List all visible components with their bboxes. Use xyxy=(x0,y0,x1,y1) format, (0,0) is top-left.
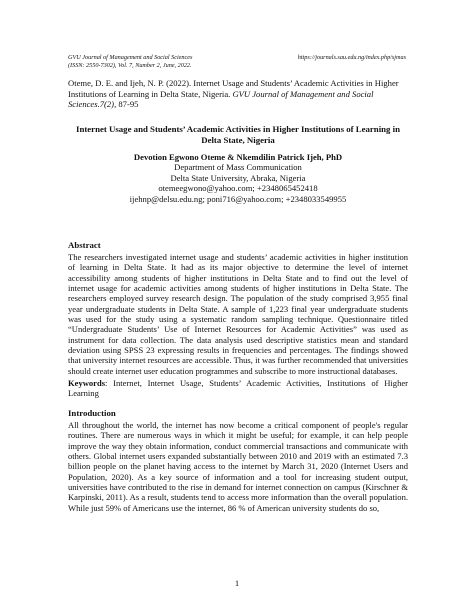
abstract-heading: Abstract xyxy=(68,240,101,250)
citation-main: Oteme, D. E. and Ijeh, N. P. (2022). Internet Usage and Students’ Academic Activities in Higher Institutions of Learning in Delta State, Nigeria. xyxy=(68,78,399,99)
journal-info xyxy=(68,54,192,70)
journal-name: GVU Journal of Management and Social Sciences xyxy=(68,54,193,61)
citation-pages: , 87-95 xyxy=(114,99,139,110)
journal-issue: (ISSN: 2550-7302), Vol. 7, Number 2, June, 2022. xyxy=(68,62,192,69)
author-block xyxy=(68,152,408,204)
citation-journal: GVU Journal of Management and Social Sciences.7(2) xyxy=(68,88,374,110)
keywords-text: : Internet, Internet Usage, Students’ Academic Activities, Institutions of Higher Learning xyxy=(68,378,408,399)
citation xyxy=(68,78,408,110)
abstract-text: The researchers investigated internet usage and students’ academic activities in higher institution of learning in Delta State. It had as its major objective to determine the level of internet accessibility among students of higher institutions in Delta State and to find out the level of internet usage for academic activities among students of higher institutions in Delta State. The researchers employed survey research design. The population of the study comprised 3,955 final year undergraduate students in Delta State. A sample of 1,223 final year undergraduate students was used for the study using a systematic random sampling technique. Questionnaire titled “Undergraduate Students’ Use of Internet Resources for Academic Activities” was used as instrument for data collection. The data analysis used descriptive statistics mean and standard deviation using SPSS 23 expressing results in frequencies and percentages. The findings showed that university internet resources are accessible. Thus, it was further recommended that universities should create internet user education programmes and subscribe to more instructional databases. xyxy=(68,252,408,376)
keywords xyxy=(68,378,408,399)
author-department: Department of Mass Communication xyxy=(174,162,302,173)
paper-title: Internet Usage and Students’ Academic Activities in Higher Institutions of Learning in Delta State, Nigeria xyxy=(76,124,400,145)
author-university: Delta State University, Abraka, Nigeria xyxy=(170,172,306,183)
running-header xyxy=(68,54,406,70)
author-contact-1[interactable]: otemeegwono@yahoo.com; +2348065452418 xyxy=(158,183,318,194)
introduction-heading: Introduction xyxy=(68,408,116,418)
author-names: Devotion Egwono Oteme & Nkemdilin Patrick Ijeh, PhD xyxy=(133,152,343,162)
journal-url[interactable]: https://journals.sau.edu.ng/index.php/sjmas xyxy=(297,54,406,61)
keywords-label: Keywords xyxy=(68,378,106,388)
page-number: 1 xyxy=(234,578,240,588)
author-contact-2[interactable]: ijehnp@delsu.edu.ng; poni716@yahoo.com; +2348033549955 xyxy=(129,193,347,204)
introduction-text: All throughout the world, the internet has now become a critical component of people's regular routines. There are numerous ways in which it might be useful; for example, it can help people improve the way they obtain information, conduct commercial transactions and communicate with others. Global internet users expanded substantially between 2010 and 2019 with an estimated 7.3 billion people on the planet having access to the internet by March 31, 2020 (Internet Users and Population, 2020). As a key source of information and a tool for increasing student output, universities have contributed to the rise in demand for internet connection on campus (Kirschner & Karpinski, 2011). As a result, students tend to access more information than the overall population. While just 59% of Americans use the internet, 86 % of American university students do so, xyxy=(68,420,408,513)
